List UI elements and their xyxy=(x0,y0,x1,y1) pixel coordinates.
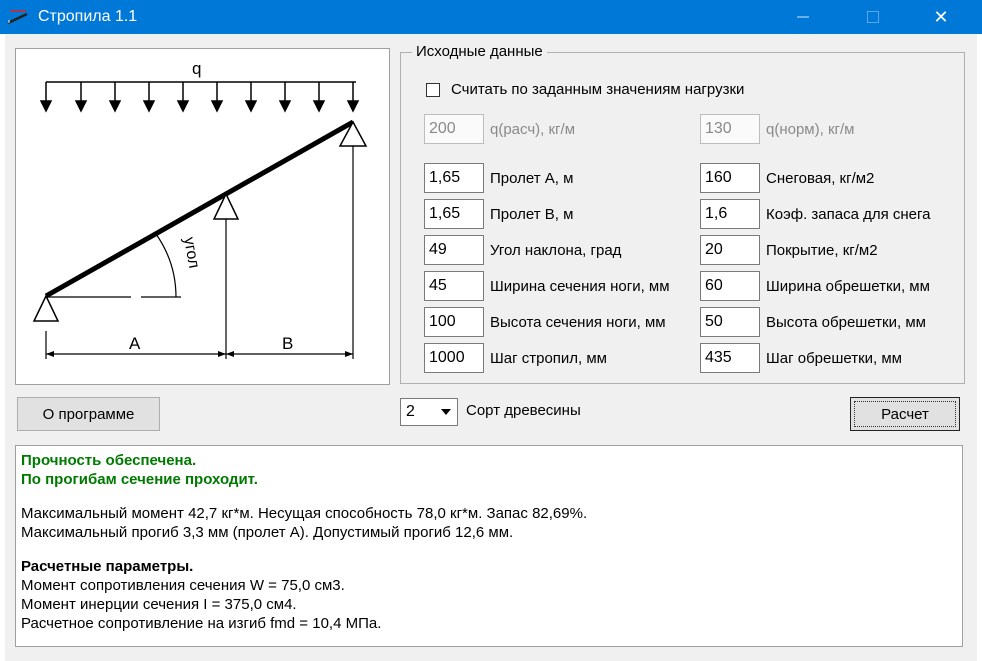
result-section-modulus: Момент сопротивления сечения W = 75,0 см3. xyxy=(21,577,345,594)
rafter-spacing-label: Шаг стропил, мм xyxy=(490,350,607,367)
result-deflection: По прогибам сечение проходит. xyxy=(21,471,258,488)
rafter-spacing-input[interactable] xyxy=(424,343,484,373)
rafter-width-label: Ширина сечения ноги, мм xyxy=(490,278,670,295)
snow-load-input[interactable] xyxy=(700,163,760,193)
span-b-field-label: Пролет В, м xyxy=(490,206,574,223)
result-strength: Прочность обеспечена. xyxy=(21,452,197,469)
batten-height-input[interactable] xyxy=(700,307,760,337)
snow-load-label: Снеговая, кг/м2 xyxy=(766,170,875,187)
rafter-width-input[interactable] xyxy=(424,271,484,301)
snow-factor-label: Коэф. запаса для снега xyxy=(766,206,931,223)
batten-width-input[interactable] xyxy=(700,271,760,301)
result-max-deflection: Максимальный прогиб 3,3 мм (пролет А). Допустимый прогиб 12,6 мм. xyxy=(21,524,514,541)
q-norm-label: q(норм), кг/м xyxy=(766,121,855,138)
batten-spacing-input[interactable] xyxy=(700,343,760,373)
angle-label: угол xyxy=(180,235,203,270)
q-norm-input[interactable] xyxy=(700,114,760,144)
load-q-label: q xyxy=(192,59,202,78)
result-inertia: Момент инерции сечения I = 375,0 см4. xyxy=(21,596,297,613)
results-panel[interactable] xyxy=(15,445,963,647)
span-a-field-label: Пролет А, м xyxy=(490,170,574,187)
q-calc-input[interactable] xyxy=(424,114,484,144)
rafter-height-label: Высота сечения ноги, мм xyxy=(490,314,666,331)
slope-angle-input[interactable] xyxy=(424,235,484,265)
minimize-icon xyxy=(797,16,809,18)
rafter-diagram-drawing xyxy=(16,49,389,384)
input-data-group-title: Исходные данные xyxy=(412,43,547,60)
result-params-title: Расчетные параметры. xyxy=(21,558,194,575)
maximize-button[interactable] xyxy=(850,0,896,34)
use-loads-checkbox[interactable] xyxy=(426,83,440,97)
slope-angle-label: Угол наклона, град xyxy=(490,242,622,259)
about-button[interactable]: О программе xyxy=(17,397,160,431)
close-button[interactable] xyxy=(918,0,964,34)
span-a-label: A xyxy=(129,334,141,353)
q-calc-label: q(расч), кг/м xyxy=(490,121,576,138)
background-strip-right xyxy=(977,34,982,661)
window-title: Стропила 1.1 xyxy=(38,8,138,25)
roofing-load-label: Покрытие, кг/м2 xyxy=(766,242,878,259)
minimize-button[interactable] xyxy=(780,0,826,34)
batten-width-label: Ширина обрешетки, мм xyxy=(766,278,930,295)
maximize-icon xyxy=(867,11,879,23)
rafter-beam xyxy=(46,122,353,296)
result-max-moment: Максимальный момент 42,7 кг*м. Несущая способность 78,0 кг*м. Запас 82,69%. xyxy=(21,505,588,522)
rafter-height-input[interactable] xyxy=(424,307,484,337)
support-left xyxy=(34,296,58,321)
load-arrows xyxy=(41,82,358,111)
title-bar xyxy=(0,0,982,34)
span-b-input[interactable] xyxy=(424,199,484,229)
dropdown-arrow-icon[interactable] xyxy=(435,399,457,425)
calculate-button-label: Расчет xyxy=(854,401,956,427)
roofing-load-input[interactable] xyxy=(700,235,760,265)
angle-arc xyxy=(156,234,176,297)
close-icon: ✕ xyxy=(933,6,949,27)
batten-height-label: Высота обрешетки, мм xyxy=(766,314,926,331)
rafter-diagram xyxy=(15,48,390,385)
app-icon xyxy=(7,8,29,26)
calculate-button[interactable] xyxy=(850,397,960,431)
snow-factor-input[interactable] xyxy=(700,199,760,229)
result-resistance: Расчетное сопротивление на изгиб fmd = 10,4 МПа. xyxy=(21,615,382,632)
batten-spacing-label: Шаг обрешетки, мм xyxy=(766,350,902,367)
wood-grade-label: Сорт древесины xyxy=(466,402,581,419)
wood-grade-select[interactable] xyxy=(400,398,458,426)
wood-grade-value: 2 xyxy=(406,403,415,420)
span-a-input[interactable] xyxy=(424,163,484,193)
use-loads-checkbox-label: Считать по заданным значениям нагрузки xyxy=(451,81,745,98)
span-b-label: B xyxy=(282,334,294,353)
